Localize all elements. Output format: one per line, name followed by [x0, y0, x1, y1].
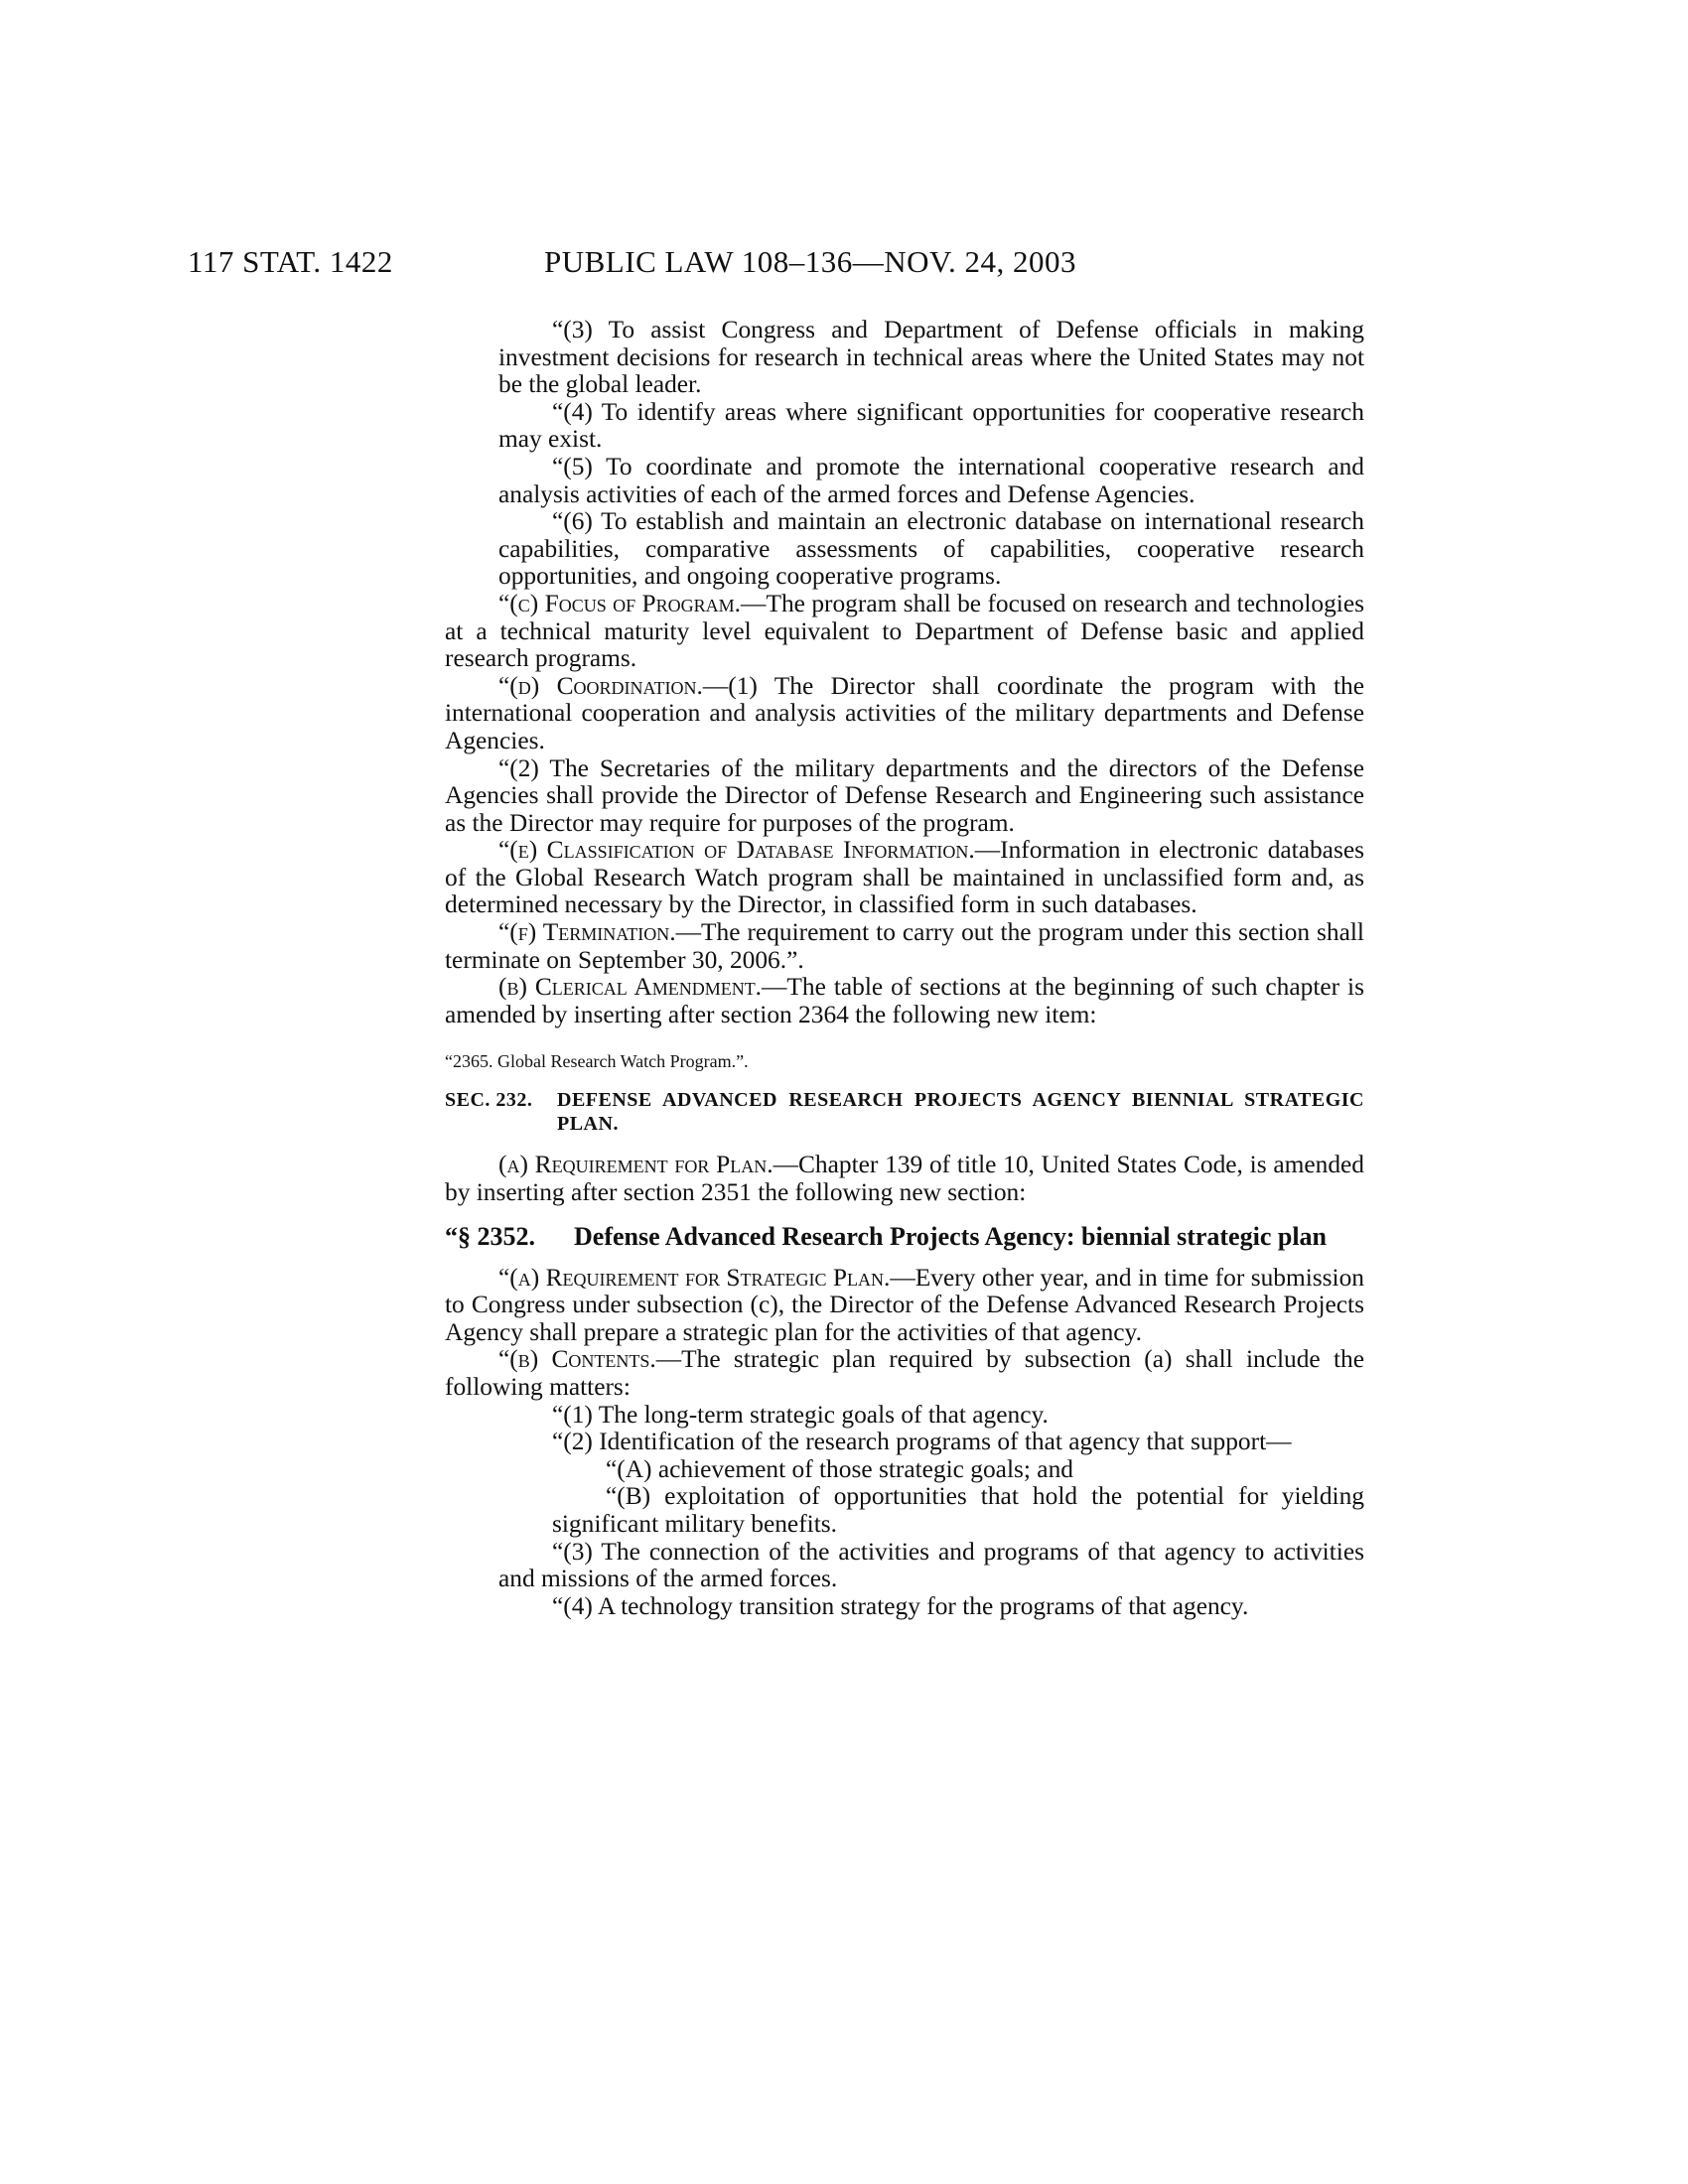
section-232-heading — [445, 1088, 1364, 1136]
section-2352-number: “§ 2352. — [445, 1221, 535, 1251]
subsection-c-text: —The program shall be focused on research and technologies at a technical maturity level equivalent to Department of Defense basic and applied research programs. — [445, 589, 1365, 673]
paragraph-3: “(3) To assist Congress and Department of Defense officials in making investment decisions for research in technical areas where the United States may not be the global leader. — [498, 316, 1364, 399]
table-of-sections-item: “2365. Global Research Watch Program.”. — [445, 1051, 749, 1072]
section-2352-title: Defense Advanced Research Projects Agency: biennial strategic plan — [574, 1221, 1327, 1251]
contents-text: —The strategic plan required by subsection (a) shall include the following matters: — [445, 1345, 1365, 1401]
subsection-e-heading: “(e) Classification of Database Information. — [498, 836, 975, 865]
section-232-title: DEFENSE ADVANCED RESEARCH PROJECTS AGENCY BIENNIAL STRATEGIC PLAN. — [557, 1089, 1364, 1136]
page-body — [445, 316, 1365, 1620]
strategic-plan-requirement-heading: “(a) Requirement for Strategic Plan. — [498, 1263, 891, 1292]
clerical-amendment — [445, 974, 1364, 1028]
subsection-d-text: —(1) The Director shall coordinate the program with the international cooperation and analysis activities of the military departments and Defense Agencies. — [445, 671, 1364, 754]
subsection-a-requirement — [445, 1152, 1364, 1206]
contents-item-2-a: “(A) achievement of those strategic goals; and — [606, 1454, 1073, 1483]
subsection-d — [445, 673, 1364, 755]
contents-item-2-b: “(B) exploitation of opportunities that hold the potential for yielding significant military benefits. — [552, 1482, 1364, 1538]
contents-item-2: “(2) Identification of the research programs of that agency that support— — [552, 1428, 1292, 1456]
subsection-e — [445, 837, 1364, 919]
subsection-c-heading: “(c) Focus of Program. — [498, 589, 742, 617]
contents-heading: “(b) Contents. — [498, 1345, 656, 1374]
section-232-number: SEC. 232. — [445, 1089, 533, 1112]
subsection-f-heading: “(f) Termination. — [498, 918, 676, 947]
stat-page-number: 117 STAT. 1422 — [188, 244, 393, 279]
contents — [445, 1346, 1364, 1401]
clerical-amendment-heading: (b) Clerical Amendment. — [498, 973, 763, 1002]
subsection-a-heading: (a) Requirement for Plan. — [498, 1151, 774, 1179]
contents-item-3: “(3) The connection of the activities and programs of that agency to activities and missions of the armed forces. — [498, 1537, 1364, 1593]
subsection-d-2: “(2) The Secretaries of the military departments and the directors of the Defense Agencies shall provide the Director of Defense Research and Engineering such assistance as the Director may require for purposes of the program. — [445, 753, 1364, 837]
contents-item-4: “(4) A technology transition strategy for the programs of that agency. — [552, 1591, 1249, 1620]
subsection-f — [445, 919, 1364, 974]
paragraph-6: “(6) To establish and maintain an electronic database on international research capabilities, comparative assessments of capabilities, cooperative research opportunities, and ongoing cooperative programs. — [498, 507, 1364, 591]
strategic-plan-requirement-text: —Every other year, and in time for submission to Congress under subsection (c), the Director of the Defense Advanced Research Projects Agency shall prepare a strategic plan for the activities of that agency. — [445, 1263, 1364, 1346]
subsection-f-text: —The requirement to carry out the program under this section shall terminate on September 30, 2006.”. — [445, 918, 1364, 974]
contents-item-1: “(1) The long-term strategic goals of that agency. — [552, 1400, 1049, 1429]
paragraph-5: “(5) To coordinate and promote the international cooperative research and analysis activities of each of the armed forces and Defense Agencies. — [498, 452, 1364, 508]
page-header — [0, 244, 1688, 292]
subsection-e-text: —Information in electronic databases of the Global Research Watch program shall be maintained in unclassified form and, as determined necessary by the Director, in classified form in such databases. — [445, 836, 1364, 919]
subsection-a-text: —Chapter 139 of title 10, United States Code, is amended by inserting after section 2351 the following new section: — [445, 1151, 1364, 1207]
running-head: PUBLIC LAW 108–136—NOV. 24, 2003 — [544, 244, 1076, 279]
subsection-c — [445, 591, 1364, 673]
paragraph-4: “(4) To identify areas where significant opportunities for cooperative research may exist. — [498, 397, 1364, 454]
clerical-amendment-text: —The table of sections at the beginning of such chapter is amended by inserting after section 2364 the following new item: — [445, 973, 1364, 1028]
strategic-plan-requirement — [445, 1265, 1364, 1347]
section-2352-heading — [445, 1223, 1364, 1251]
subsection-d-heading: “(d) Coordination. — [498, 671, 703, 700]
